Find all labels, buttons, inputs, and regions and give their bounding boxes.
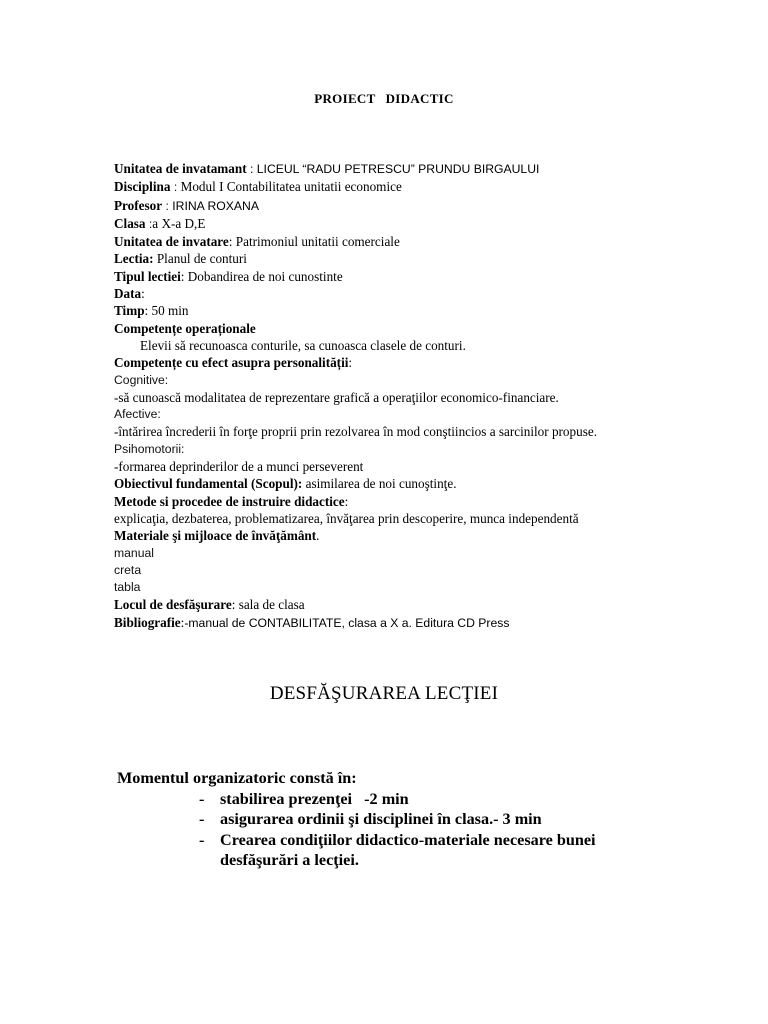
- title-word-1: PROIECT: [314, 91, 376, 106]
- field-label: Lectia:: [114, 251, 154, 267]
- materiale-label: Materiale şi mijloace de învăţământ: [114, 528, 317, 544]
- field-label: Timp: [114, 303, 145, 319]
- list-item: [117, 830, 637, 871]
- obiectiv-label: Obiectivul fundamental (Scopul):: [114, 476, 303, 492]
- moment-list: [117, 789, 637, 871]
- materiale-item: manual: [114, 545, 154, 560]
- dash-marker: -: [199, 789, 205, 808]
- document-title: [0, 91, 768, 107]
- field-value: LICEUL “RADU PETRESCU” PRUNDU BIRGAULUI: [256, 162, 540, 176]
- list-item: [117, 789, 637, 810]
- bibliografie-label: Bibliografie: [114, 614, 181, 630]
- competente-operationale-label: Competențe operaționale: [114, 320, 256, 336]
- field-value: 50 min: [151, 303, 189, 319]
- field-tipul-lectiei: [114, 268, 674, 285]
- psihomotorii-label: Psihomotorii:: [114, 441, 185, 456]
- competente-personalitate-label: Competențe cu efect asupra personalității: [114, 355, 349, 371]
- field-label: Tipul lectiei: [114, 268, 181, 284]
- materiale-heading: [114, 527, 674, 544]
- field-unitatea-invatamant: [114, 160, 674, 178]
- field-label: Unitatea de invatamant: [114, 161, 247, 176]
- competente-operationale-text: Elevii să recunoasca conturile, sa cunoasca clasele de conturi.: [140, 337, 466, 353]
- field-value: Planul de conturi: [156, 251, 247, 267]
- field-data: [114, 285, 674, 302]
- metode-sep: :: [344, 493, 349, 509]
- field-profesor: [114, 197, 674, 215]
- field-unitatea-invatare: [114, 233, 674, 250]
- field-sep: :: [180, 268, 188, 284]
- field-label: Disciplina: [114, 179, 171, 195]
- competente-personalitate-sep: :: [348, 355, 353, 371]
- field-clasa: [114, 215, 674, 233]
- project-info: [114, 160, 674, 632]
- bibliografie-sep: :: [180, 614, 185, 630]
- field-label: Data: [114, 286, 142, 302]
- field-sep: :: [162, 198, 173, 213]
- field-lectia: [114, 250, 674, 267]
- locul-label: Locul de desfăşurare: [114, 597, 232, 613]
- metode-label: Metode si procedee de instruire didactice: [114, 493, 345, 509]
- cognitive-label: Cognitive:: [114, 372, 169, 387]
- locul-sep: :: [231, 597, 239, 613]
- materiale-item: creta: [114, 562, 142, 577]
- field-label: Profesor: [114, 197, 163, 213]
- field-value: IRINA ROXANA: [172, 198, 259, 213]
- competente-personalitate-heading: [114, 354, 674, 371]
- moment-item-time: -2 min: [364, 789, 409, 808]
- materiale-sep: .: [316, 528, 320, 544]
- moment-item-text: stabilirea prezenţei: [220, 789, 353, 808]
- metode-value: explicaţia, dezbaterea, problematizarea, învăţarea prin descoperire, munca independentă: [114, 510, 579, 526]
- moment-item-time: - 3 min: [493, 810, 542, 828]
- field-timp: [114, 302, 674, 319]
- materiale-item: tabla: [114, 580, 141, 595]
- cognitive-text: -să cunoască modalitatea de reprezentare grafică a operaţiilor economico-financiare.: [114, 389, 559, 405]
- field-bibliografie: [114, 614, 674, 632]
- field-value: a X-a D,E: [152, 215, 206, 231]
- afective-text: -întărirea încrederii în forţe proprii prin rezolvarea în mod conştiincios a sarcinilor propuse.: [114, 424, 597, 440]
- moment-organizatoric: [117, 768, 637, 871]
- list-item: [117, 809, 637, 830]
- obiectiv-fundamental: [114, 475, 674, 492]
- field-value: Patrimoniul unitatii comerciale: [235, 234, 400, 250]
- moment-item-text: Crearea condiţiilor didactico-materiale necesare bunei desfăşurări a lecţiei.: [220, 830, 596, 869]
- field-sep: :: [228, 234, 236, 250]
- dash-marker: -: [199, 830, 205, 849]
- afective-label: Afective:: [114, 407, 161, 422]
- field-disciplina: [114, 178, 674, 196]
- field-locul: [114, 596, 674, 613]
- title-word-2: DIDACTIC: [385, 91, 454, 106]
- field-value: Modul I Contabilitatea unitatii economice: [180, 179, 402, 195]
- psihomotorii-text: -formarea deprinderilor de a munci perseverent: [114, 459, 364, 475]
- field-label: Clasa: [114, 215, 146, 231]
- bibliografie-value: -manual de CONTABILITATE, clasa a X a. Editura CD Press: [184, 615, 510, 630]
- field-sep: :: [141, 286, 145, 302]
- field-sep: :: [145, 216, 153, 231]
- field-sep: :: [144, 303, 152, 319]
- field-label: Unitatea de invatare: [114, 234, 229, 250]
- field-sep: :: [246, 162, 257, 176]
- obiectiv-value: asimilarea de noi cunoştinţe.: [305, 476, 457, 492]
- field-value: Dobandirea de noi cunostinte: [187, 268, 343, 284]
- dash-marker: -: [199, 810, 205, 828]
- moment-item-text: asigurarea ordinii şi disciplinei în clasa.: [220, 810, 494, 828]
- section-title: DESFĂŞURAREA LECŢIEI: [269, 683, 499, 704]
- locul-value: sala de clasa: [238, 597, 305, 613]
- field-sep: :: [170, 180, 181, 195]
- metode-heading: [114, 493, 674, 510]
- moment-title: Momentul organizatoric constă în:: [117, 769, 357, 787]
